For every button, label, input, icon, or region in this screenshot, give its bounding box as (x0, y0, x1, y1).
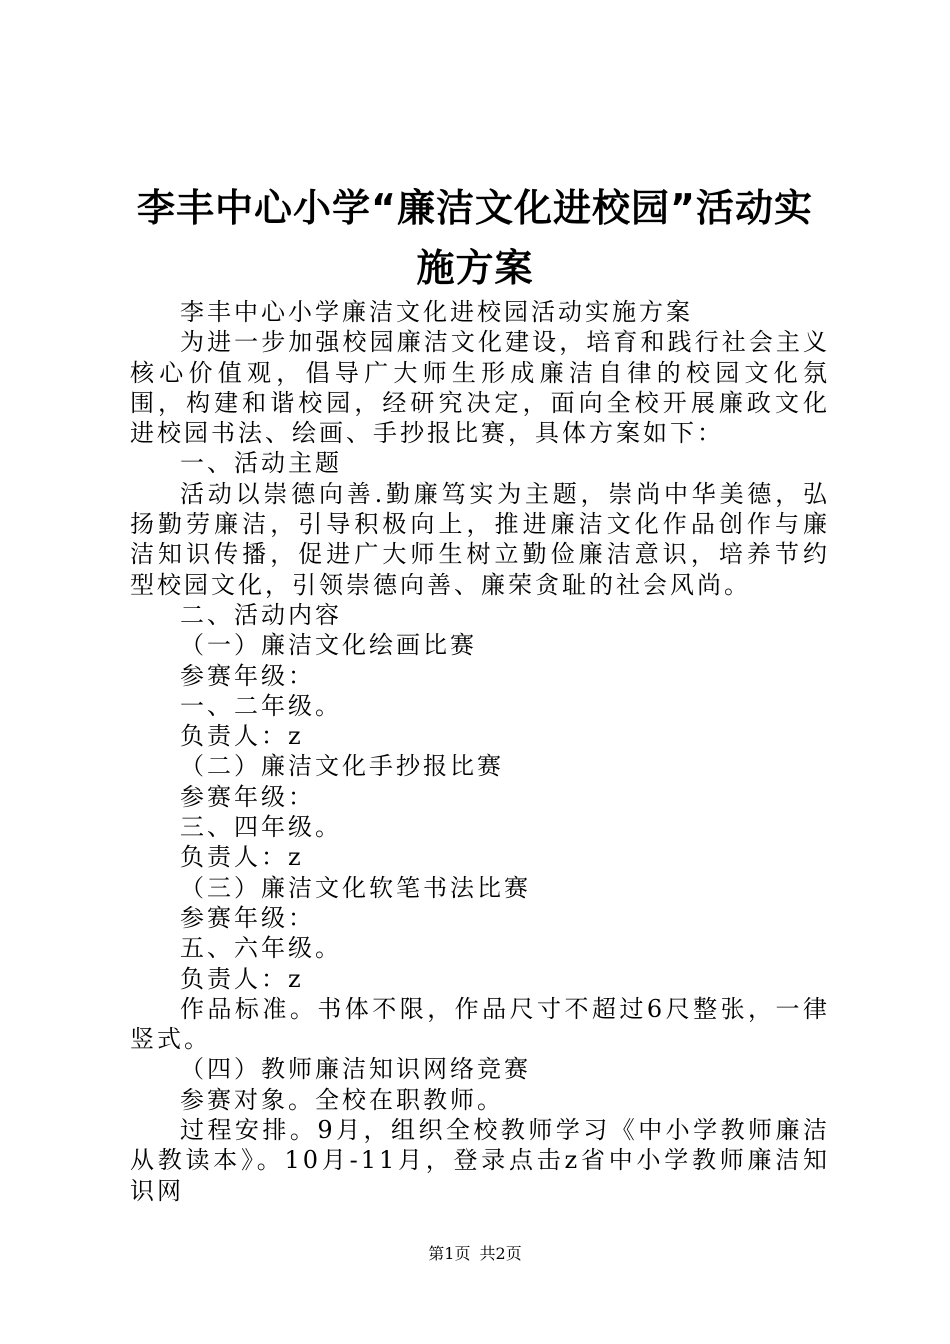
subsection-heading: （四）教师廉洁知识网络竞赛 (180, 1055, 531, 1084)
paragraph: 为进一步加强校园廉洁文化建设，培育和践行社会主义核心价值观，倡导广大师生形成廉洁自律的校园文化氛围，构建和谐校园，经研究决定，面向全校开展廉政文化进校园书法、绘画、手抄报比赛，具体方案如下： (130, 328, 830, 448)
paragraph: 参赛年级： (180, 782, 315, 811)
paragraph: 李丰中心小学廉洁文化进校园活动实施方案 (180, 298, 693, 326)
subsection-heading: （三）廉洁文化软笔书法比赛 (180, 873, 531, 902)
document-body (130, 297, 830, 1206)
paragraph: 负责人：z (180, 722, 304, 751)
paragraph: 负责人：z (180, 964, 304, 993)
paragraph: 负责人：z (180, 843, 304, 872)
paragraph: 参赛年级： (180, 661, 315, 690)
paragraph: 一、二年级。 (180, 691, 342, 720)
paragraph: 参赛对象。全校在职教师。 (180, 1085, 504, 1114)
section-heading: 一、活动主题 (180, 449, 342, 478)
section-heading: 二、活动内容 (180, 600, 342, 629)
subsection-heading: （一）廉洁文化绘画比赛 (180, 631, 477, 660)
page-footer (0, 1244, 950, 1264)
paragraph: 作品标准。书体不限，作品尺寸不超过6尺整张，一律竖式。 (130, 994, 830, 1054)
document-title: 李丰中心小学“廉洁文化进校园”活动实施方案 (137, 186, 813, 290)
paragraph: 五、六年级。 (180, 934, 342, 963)
paragraph: 参赛年级： (180, 903, 315, 932)
paragraph: 活动以崇德向善.勤廉笃实为主题，崇尚中华美德，弘扬勤劳廉洁，引导积极向上，推进廉洁文化作品创作与廉洁知识传播，促进广大师生树立勤俭廉洁意识，培养节约型校园文化，引领崇德向善、廉荣贪耻的社会风尚。 (130, 479, 830, 599)
paragraph: 过程安排。9月，组织全校教师学习《中小学教师廉洁从教读本》。10月-11月，登录点击z省中小学教师廉洁知识网 (130, 1116, 830, 1205)
page-number: 第1页 (428, 1244, 471, 1263)
page-total: 共2页 (479, 1244, 522, 1263)
paragraph: 三、四年级。 (180, 813, 342, 842)
subsection-heading: （二）廉洁文化手抄报比赛 (180, 752, 504, 781)
